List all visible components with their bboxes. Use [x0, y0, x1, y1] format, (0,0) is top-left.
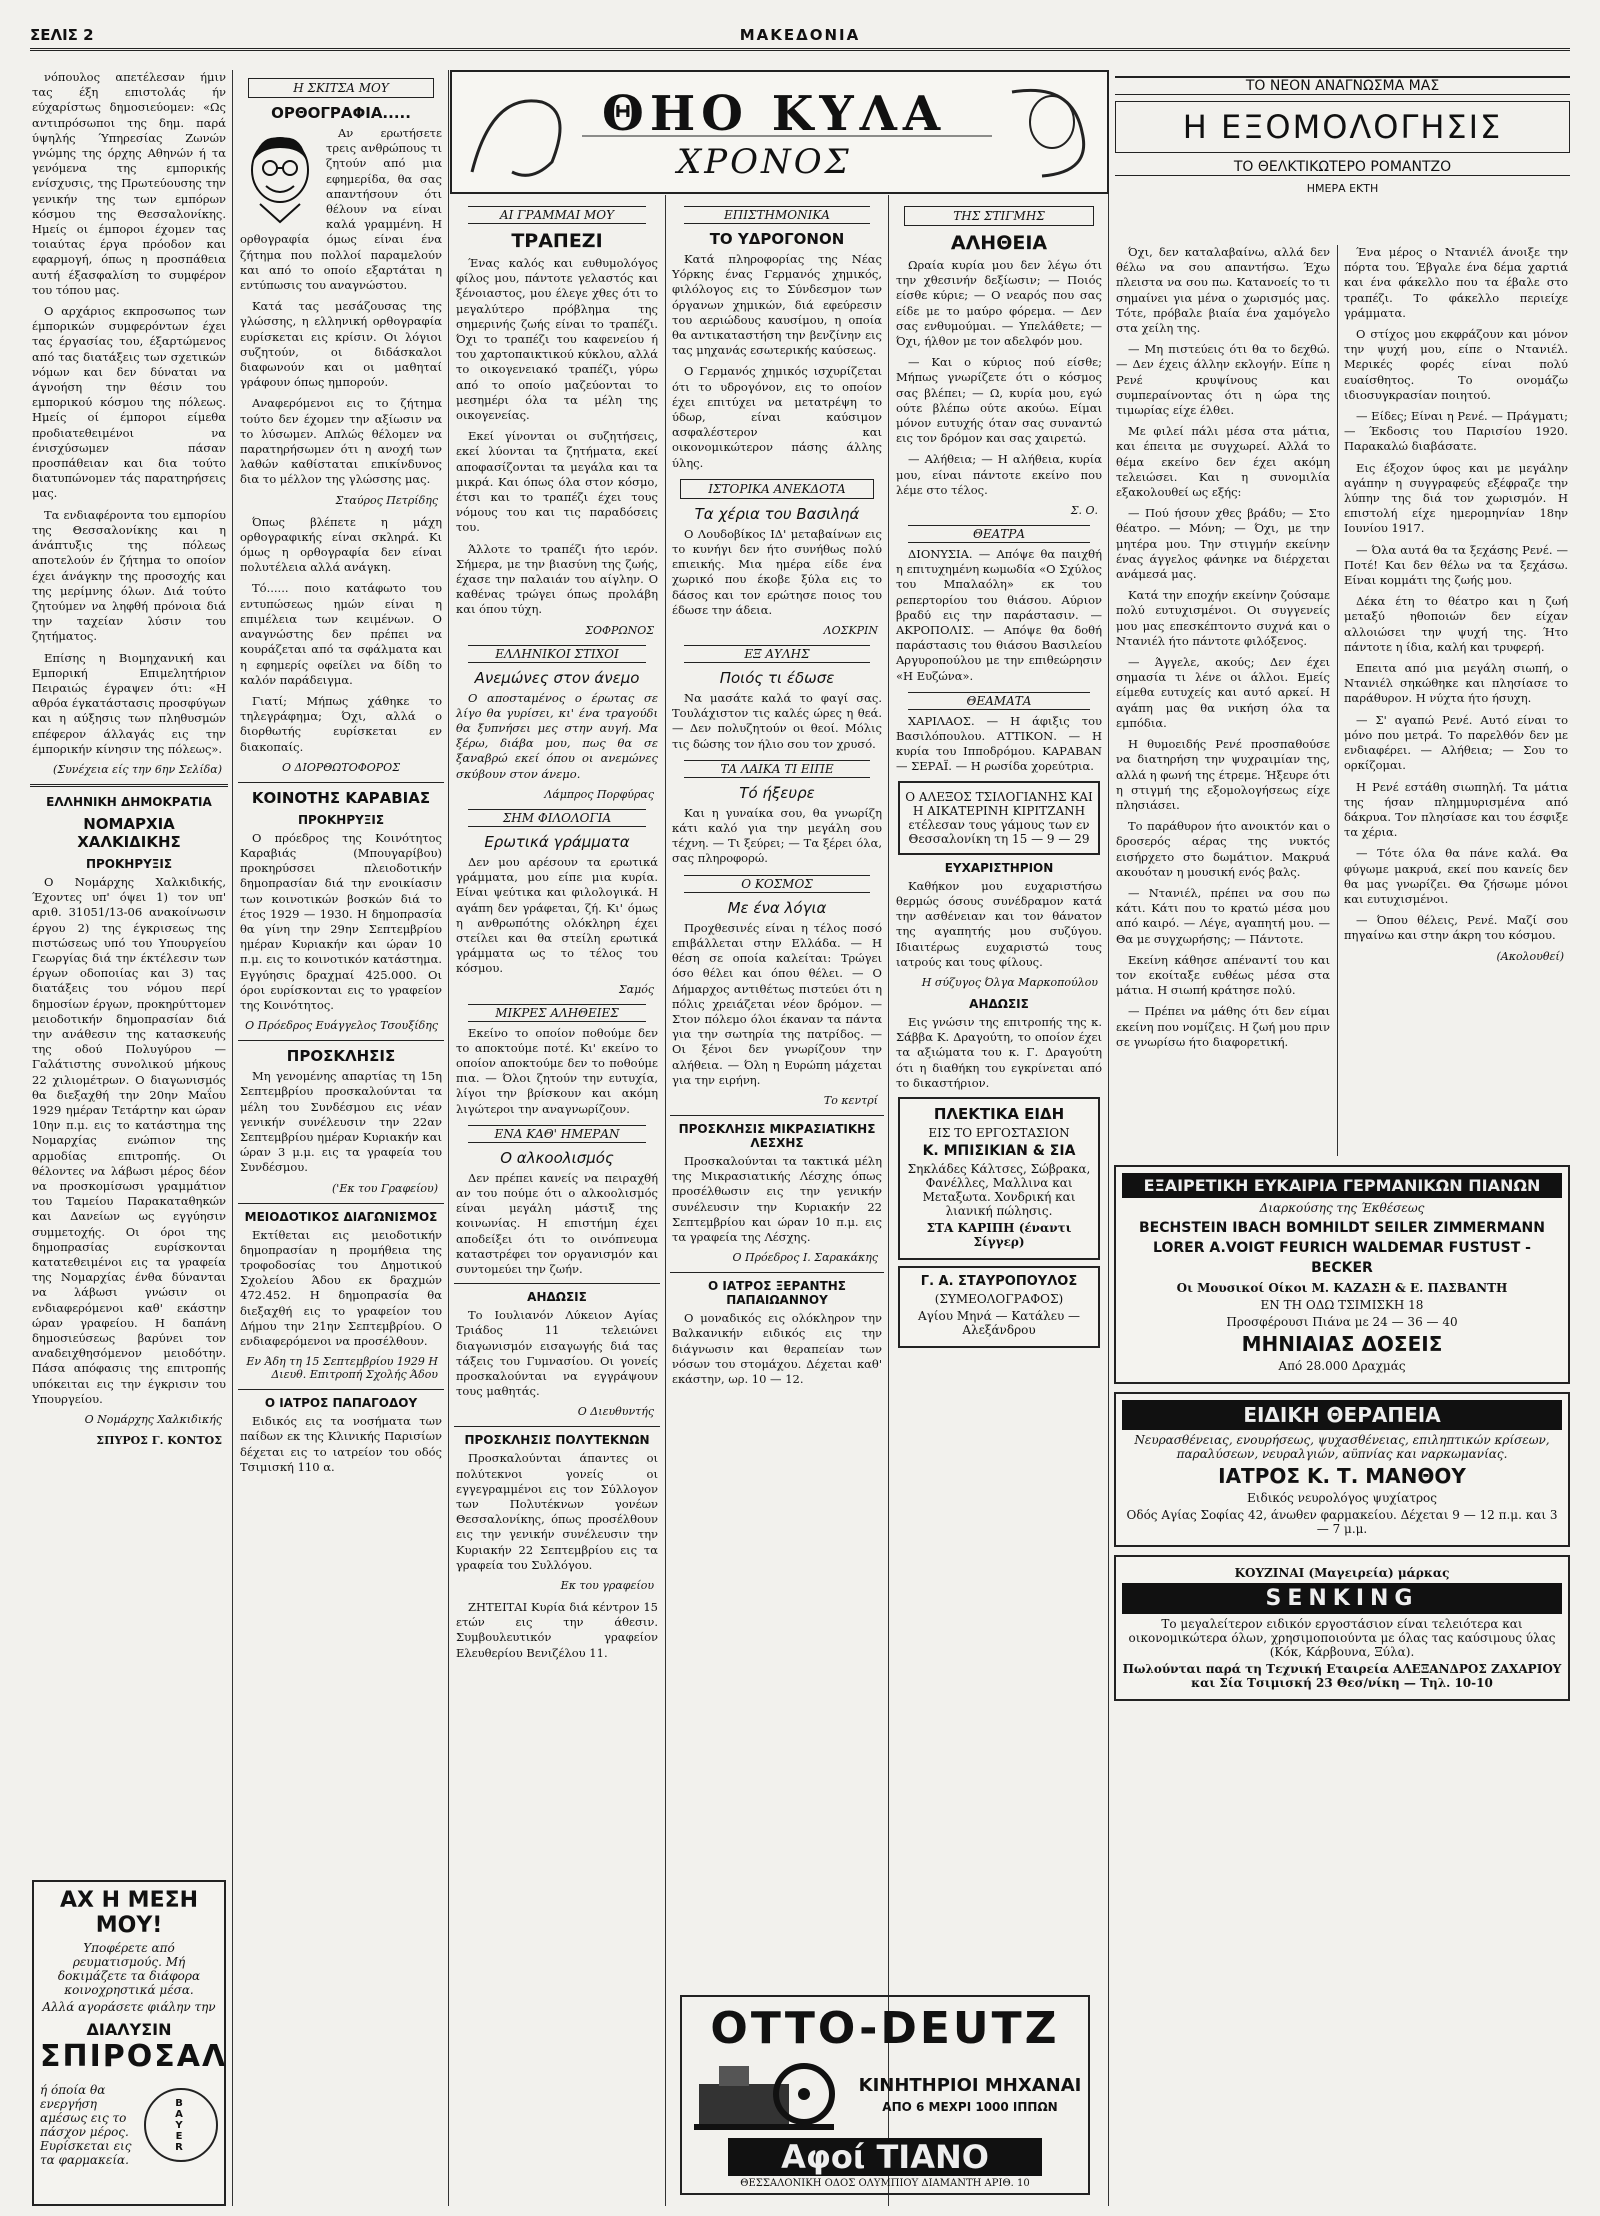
- notice-title: ΚΟΙΝΟΤΗΣ ΚΑΡΑΒΙΑΣ: [251, 788, 431, 807]
- notice-body: Ο μοναδικός εις ολόκληρον την Βαλκανικήν ειδικός εις την διάγνωσιν και θεραπείαν των νόσων του στομάχου. Δέχεται καθ' εκάστην, ωρ. 10 — 12.: [672, 1311, 882, 1386]
- notice-title: ΑΗΔΩΣΙΣ: [527, 1290, 587, 1305]
- ad-address: ΘΕΣΣΑΛΟΝΙΚΗ ΟΔΟΣ ΟΛΥΜΠΙΟΥ ΔΙΑΜΑΝΤΗ ΑΡΙΘ. 10: [740, 2178, 1030, 2189]
- ad-brand: OTTO-DEUTZ: [710, 2003, 1060, 2054]
- article-text: Ωραία κυρία μου δεν λέγω ότι την χθεσινήν δεξίωσιν; — Ποιός είσθε κύριε; — Ο νεαρός που σας είδε με το μαύρο φόρεμα. — Δεν σας ενθυμούμαι. — Υπελάθετε; — Όχι, ήλθον με τον αδελφόν μου.: [896, 258, 1102, 349]
- column-divider: [1108, 70, 1109, 2206]
- divider: [454, 1426, 660, 1427]
- poem-title: Ανεμώνες στον άνεμο: [474, 668, 640, 687]
- ad-brand: ΣΠΙΡΟΣΑΛ: [40, 2039, 228, 2074]
- article-text: Αναφερόμενοι εις το ζήτημα τούτο δεν έχομεν την αξίωσιν να το λύσωμεν. Απλώς θέλομεν να παρατηρήσωμεν ότι η ανοχή των λαθών καθίσταται επικίνδυνος δια το μέλλον της γλώσσης μας.: [240, 396, 442, 487]
- notice-body: Ο Νομάρχης Χαλκιδικής, Έχοντες υπ' όψει 1) τον υπ' αριθ. 31051/13-06 ανακοίνωσιν έργου 2) της έγκρισεως της πιστώσεως υπό του Υπουργείου Γεωργίας διά την έκτέλεσιν των έργων οδοποιίας και 3) τας διατάξεις του νόμου περί δημοσίων έργων, προκηρύττομεν μειοδοτικήν δημοπρασίαν διά την ανάθεσιν της κατασκευής της οδού Πολυγύρου — Γαλάτιστης συνολικού μήκους 22 χιλιομέτρων. Ο διαγωνισμός θα διεξαχθή την 20ην Μαΐου 1929 ημέραν Τετάρτην και ώραν 10ην π.μ. εις το κατάστημα της Νομαρχίας ενώπιον της αρμοδίας επιτροπής. Οι θέλοντες να λάβωσι μέρος δέον να προσκομίσωσι γραμμάτιον του Ταμείου Παρακαταθηκών και Δανείων ως εγγύησιν συμμετοχής. Οι όροι της δημοπρασίας ευρίσκονται κατατεθειμένοι εις τα γραφεία της Νομαρχίας ένθα δύνανται να λάβωσι γνώσιν οι ενδιαφερόμενοι καθ' εκάστην ώραν γραφείου. Η δαπάνη δημοσιεύσεως βαρύνει τον αναδειχθησόμενον μειοδότην. Πάσα απόφασις της επιτροπής υπόκειται εις την έγκρισιν του Υπουργείου.: [32, 874, 226, 1406]
- ad-dealer: Οι Μουσικοί Οίκοι Μ. ΚΑΖΑΣΗ & Ε. ΠΑΣΒΑΝΤΗ: [1176, 1281, 1508, 1295]
- article-title: Τό ήξευρε: [739, 783, 815, 802]
- author-signature: Σαμός: [618, 982, 654, 996]
- serial-text: — Σ' αγαπώ Ρενέ. Αυτό είναι το μόνο που μετρά. Το παρελθόν δεν με ενδιαφέρει. — Αλήθεια; — Σου το ορκίζομαι.: [1344, 712, 1568, 773]
- article-text: Όπως βλέπετε η μάχη ορθογραφικής είναι σκληρά. Κι όμως η ορθογραφία δεν είναι πολυτέλεια αλλά ανάγκη.: [240, 514, 442, 575]
- classified-ad: ΖΗΤΕΙΤΑΙ Κυρία διά κέντρον 15 ετών εις την άθεσιν. Συμβουλευτικόν γραφείον Ελευθερίου Βενιζέλου 11.: [456, 1600, 658, 1660]
- seal-maker-ad: [898, 1266, 1100, 1348]
- article-title: ΤΟ ΥΔΡΟΓΟΝΟΝ: [709, 230, 845, 248]
- notice-body: Μη γενομένης απαρτίας τη 15η Σεπτεμβρίου προσκαλούνται τα μέλη του Συνδέσμου εις νέαν γενικήν συνέλευσιν την 22αν Σεπτεμβρίου ημέραν Κυριακήν και ώραν 3 μ.μ. εις τα γραφεία του Συνδέσμου.: [240, 1069, 442, 1175]
- article-text: Αν ερωτήσετε τρεις ανθρώπους τι ζητούν από μια εφημερίδα, θα σας απαντήσουν ότι θέλουν να είναι καλά γραμμένη. Η ορθογραφία όμως είναι ένα ζήτημα που πολλοί παραμελούν και από το οποίο εξαρτάται η εντύπωσις του αναγνώστου.: [240, 126, 442, 293]
- notice-signature: Ο Διευθυντής: [577, 1405, 654, 1419]
- ad-text: Σηκλάδες Κάλτσες, Σώβρακα, Φανέλλες, Μαλλινα και Μεταξωτα. Χονδρική και λιανική πώλησις.: [907, 1161, 1091, 1218]
- notice-body: Εκτίθεται εις μειοδοτικήν δημοπρασίαν η προμήθεια της τροφοδοσίας του Δημοτικού Σχολείου Άδου εκ δραχμών 472.452. Η δημοπρασία θα διεξαχθή εις το γραφείον του Δήμου την 21ην Σεπτεμβρίου. Ο ενδιαφερόμενοι να προσέλθουν.: [240, 1227, 442, 1348]
- article-text: Άλλοτε το τραπέζι ήτο ιερόν. Σήμερα, με την βιασύνη της ζωής, έχασε την παλαιάν του αίγλην. Ο καθένας τρώγει όπως προλάβη και όπου τύχη.: [456, 541, 658, 617]
- page-header: [30, 22, 1570, 51]
- column-6: [1114, 245, 1332, 1156]
- article-title: Τα χέρια του Βασιληά: [694, 504, 860, 523]
- section-flag: ΘΕΑΤΡΑ: [908, 525, 1090, 543]
- divider: [238, 1203, 444, 1204]
- svg-text:Y: Y: [175, 2120, 183, 2131]
- notice-title: Ο ΙΑΤΡΟΣ ΠΑΠΑΓΟΔΟΥ: [264, 1396, 418, 1411]
- svg-text:A: A: [175, 2109, 183, 2120]
- divider: [238, 1389, 444, 1390]
- notice-signature: Η σύζυγος Όλγα Μαρκοπούλου: [921, 975, 1098, 989]
- serial-text: Εις έξοχον ύφος και με μεγάλην αγάπην η συγγραφεύς εξέφραζε την λύπην της διά τον χωρισμόν. Η επιστολή είχε ημερομηνίαν 18ην Ιουνίου 1917.: [1344, 460, 1568, 536]
- notice-title: ΠΡΟΣΚΛΗΣΙΣ: [286, 1047, 396, 1066]
- article-title: ΤΡΑΠΕΖΙ: [511, 230, 603, 252]
- article-text: Εκεί γίνονται οι συζητήσεις, εκεί λύονται τα ζητήματα, εκεί αποφασίζονται τα μεγάλα και τα μικρά. Και όπως όλα στον κόσμο, έτσι και το τραπέζι έχει τους νόμους του και τις παραδόσεις του.: [456, 429, 658, 535]
- article-text: Προχθεσινές είναι η τέλος ποσό επιβάλλεται στην Ελλάδα. — Η θέση σε οποία καλείται: Τρώγει όσο θέλει και όπου θέλει. — Ο Δήμαρχος αντιθέτως πιστεύει ότι η πόλις χρειάζεται νέον δρόμον. — Στον πόλεμο όλοι έκαναν τα πάντα για την σωτηρία της πατρίδος. — Οι ξένοι δεν γνωρίζουν την αλήθεια. — Όλη η Ευρώπη μάχεται για την ειρήνη.: [672, 920, 882, 1087]
- notice-body: Προσκαλούνται άπαντες οι πολύτεκνοι γονείς οι εγγεγραμμένοι εις τον Σύλλογον των Πολυτέκνων γονέων Θεσσαλονίκης, όπως προσέλθουν εις την γενικήν συνέλευσιν την Κυριακήν 22 Σεπτεμβρίου εις τα γραφεία του Συλλόγου.: [456, 1451, 658, 1572]
- ad-range: ΑΠΟ 6 ΜΕΧΡΙ 1000 ΙΠΠΩΝ: [882, 2099, 1058, 2114]
- serial-text: Δέκα έτη το θέατρο και η ζωή μεταξύ ηθοποιών δεν είχαν αλλοιώσει την ψυχή της. Ήτο πάντοτε η ίδια, καλή και τρυφερή.: [1344, 594, 1568, 654]
- column-7: [1342, 245, 1570, 1156]
- cinema-listings: ΧΑΡΙΛΑΟΣ. — Η άφιξις του Βασιλόπουλου. ΑΤΤΙΚΟΝ. — Η κυρία του Ιπποδρόμου. ΚΑΡΑΒΑΝ — ΣΕΡΑΪ. — Η ρωσίδα χορεύτρια.: [896, 713, 1102, 774]
- section-box-heading: ΙΣΤΟΡΙΚΑ ΑΝΕΚΔΟΤΑ: [680, 479, 874, 499]
- author-signature: Λάμπρος Πορφύρας: [544, 787, 654, 801]
- notice-signature: Ο Πρόεδρος Ευάγγελος Τσουξίδης: [245, 1019, 438, 1033]
- column-5: [894, 198, 1104, 1976]
- section-flag: ΘΕΑΜΑΤΑ: [908, 692, 1090, 710]
- serial-text: Όχι, δεν καταλαβαίνω, αλλά δεν θέλω να σου απαντήσω. Έχω πλειστα να σου πω. Κατανοείς το τι σημαίνει για μένα ο χωρισμός μας. Τότε, πρόβαλε βιαία ένα χαμόγελο στα χείλη της.: [1116, 245, 1330, 336]
- serial-text: Ο στίχος μου εκφράζουν και μόνον την ψυχή μου, είπε ο Ντανιέλ. Μερικές φορές είναι πολύ ευαίσθητος. Το ονομάζω ιδιοσυγκρασίαν ποιητού.: [1344, 327, 1568, 402]
- ad-agent: Πωλούνται παρά τη Τεχνική Εταιρεία ΑΛΕΞΑΝΔΡΟΣ ΖΑΧΑΡΙΟΥ και Σία Τσιμισκή 23 Θεσ/νίκη — Τηλ. 10-10: [1122, 1662, 1562, 1690]
- notice-body: Ο πρόεδρος της Κοινότητος Καραβιάς (Μπουγαρίβου) προκηρύσσει πλειοδοτικήν δημοπρασίαν διά την ενοικίασιν των κοινοτικών βοσκών διά το έτος 1929 — 1930. Η δημοπρασία θα γίνη την 29ην Σεπτεμβρίου ημέραν Κυριακήν και ώραν 10 π.μ. εις το κοινοτικόν κατάστημα. Εγγύησις δραχμαί 425.000. Οι όροι ευρίσκονται εις το γραφείον της Κοινότητος.: [240, 830, 442, 1012]
- caricature-illustration: [240, 130, 320, 226]
- notice-title: Ο ΙΑΤΡΟΣ ΞΕΡΑΝΤΗΣ ΠΑΠΑΙΩΑΝΝΟΥ: [707, 1279, 847, 1308]
- serial-text: — Άγγελε, ακούς; Δεν έχει σημασία τι λένε οι άλλοι. Εμείς είμεθα ευτυχείς και αυτό αρκεί. Η αγάπη μας θα νικήση όλα τα εμπόδια.: [1116, 655, 1330, 730]
- masthead: ΜΑΚΕΔΟΝΙΑ: [739, 26, 861, 44]
- notice-title: ΠΡΟΣΚΛΗΣΙΣ ΠΟΛΥΤΕΚΝΩΝ: [464, 1433, 650, 1448]
- article-text: Γιατί; Μήπως χάθηκε το τηλεγράφημα; Όχι, αλλά ο διορθωτής ευρίσκεται εν διακοπαίς.: [240, 693, 442, 754]
- divider: [238, 1040, 444, 1041]
- divider: [30, 784, 228, 787]
- continuation-note: (Συνέχεια είς την 6ην Σελίδα): [53, 762, 222, 776]
- serial-text: — Πρέπει να μάθης ότι δεν είμαι εκείνη που νομίζεις. Η ζωή μου πριν σε γνωρίσω ήτο διαφορετική.: [1116, 1004, 1330, 1049]
- knitwear-ad: [898, 1097, 1100, 1260]
- serial-text: — Μη πιστεύεις ότι θα το δεχθώ. — Δεν έχεις άλλην εκλογήν. Είπε η Ρενέ κρυψίνους και συμπεραίνοντας ότι η ώρα της τιμωρίας είχε έλθει.: [1116, 342, 1330, 418]
- serial-header: [1115, 70, 1570, 201]
- serial-text: Ένα μέρος ο Ντανιέλ άνοιξε την πόρτα του. Έβγαλε ένα δέμα χαρτιά και ένα φάκελλο που τα έβαλε στο τραπέζι. Το φάκελλο περιείχε γράμματα.: [1344, 245, 1568, 320]
- svg-text:E: E: [175, 2131, 183, 2142]
- notice-signature: Ο Νομάρχης Χαλκιδικής: [84, 1413, 222, 1427]
- ad-product: ΚΙΝΗΤΗΡΙΟΙ ΜΗΧΑΝΑΙ: [858, 2074, 1082, 2096]
- serial-text: Το παράθυρον ήτο ανοικτόν και ο δροσερός αέρας της νυκτός εισήρχετο στο δωμάτιον. Μακρυά ακουόταν η μουσική ενός βαλς.: [1116, 819, 1330, 879]
- column-divider: [888, 195, 889, 2206]
- bayer-cross-logo: [144, 2088, 218, 2162]
- poem-text: Ο αποσταμένος ο έρωτας σε λίγο θα γυρίσει, κι' ένα τραγούδι θα ξυπνήσει μες στην αυγή. Μα ξέρω, διάβα μου, πως θα σε ξαναβρώ εκεί όπου οι ανεμώνες σκύβουν στον άνεμο.: [456, 690, 658, 781]
- notice-signature: ('Εκ του Γραφείου): [332, 1181, 438, 1195]
- column-divider: [665, 195, 666, 2206]
- engine-illustration: [689, 2054, 839, 2134]
- column-divider: [448, 70, 449, 2206]
- author-signature: ΣΟΦΡΩΝΟΣ: [585, 623, 654, 637]
- notice-title: ΠΡΟΣΚΛΗΣΙΣ ΜΙΚΡΑΣΙΑΤΙΚΗΣ ΛΕΣΧΗΣ: [678, 1121, 876, 1150]
- ad-address: ΕΝ ΤΗ ΟΔΩ ΤΣΙΜΙΣΚΗ 18: [1260, 1298, 1424, 1312]
- otto-deutz-ad: [680, 1995, 1090, 2195]
- continuation-note: (Ακολουθεί): [1496, 949, 1564, 963]
- ad-text: Ειδικός νευρολόγος ψυχίατρος: [1247, 1491, 1437, 1505]
- column-2: [238, 70, 444, 2206]
- article-text: Εκείνο το οποίον ποθούμε δεν το αποκτούμε ποτέ. Κι' εκείνο το οποίον αποκτούμε δεν το ποθούμε πια. — Όλοι ζητούν την ευτυχία, λίγοι την βρίσκουν και ακόμη λιγώτεροι την αναγνωρίζουν.: [456, 1025, 658, 1116]
- divider: [670, 1115, 884, 1116]
- svg-text:B: B: [175, 2098, 183, 2109]
- notice-signature: Εν Άδη τη 15 Σεπτεμβρίου 1929 Η Διευθ. Επιτροπή Σχολής Άδου: [246, 1355, 438, 1382]
- section-flag: Ο ΚΟΣΜΟΣ: [684, 875, 870, 893]
- section-flag: ΤΑ ΛΑΙΚΑ ΤΙ ΕΙΠΕ: [684, 760, 870, 778]
- ad-text: Αγίου Μηνά — Κατάλευ — Αλεξάνδρου: [917, 1308, 1081, 1337]
- article-text: Και η γυναίκα σου, θα γνωρίζη κάτι καλό για την μεγάλη σου τέχνη. — Τι ξεύρει; — Τα ξέρει όλα, σας πληροφορώ.: [672, 805, 882, 866]
- article-title: Με ένα λόγια: [727, 898, 827, 917]
- senking-kitchen-ad: [1114, 1555, 1570, 1701]
- author-signature: Ο ΔΙΟΡΘΩΤΟΦΟΡΟΣ: [282, 760, 400, 774]
- serial-title: Η ΕΞΟΜΟΛΟΓΗΣΙΣ: [1115, 101, 1570, 153]
- serial-text: — Όπου θέλεις, Ρενέ. Μαζί σου πηγαίνω και στην άκρη του κόσμου.: [1344, 913, 1568, 943]
- serial-text: — Πού ήσουν χθες βράδυ; — Στο θέατρο. — Μόνη; — Όχι, με την μητέρα μου. Την στιγμήν εκείνην ένας άγγελος φάνηκε να διέρχεται ανάμεσά μας.: [1116, 506, 1330, 582]
- page-number: ΣΕΛΙΣ 2: [30, 26, 94, 44]
- notice-title: ΜΕΙΟΔΟΤΙΚΟΣ ΔΙΑΓΩΝΙΣΜΟΣ: [244, 1209, 438, 1224]
- ad-text: Προσφέρουσι Πιάνα με 24 — 36 — 40: [1226, 1315, 1458, 1329]
- notice-signature: Ο Πρόεδρος Ι. Σαρακάκης: [732, 1251, 878, 1265]
- ad-text: Νευρασθένειας, ενουρήσεως, ψυχασθένειας, επιληπτικών κρίσεων, παραλύσεων, νευραλγιών, αϋπνίας και ναρκωμανίας.: [1134, 1433, 1550, 1461]
- article-text: — Αλήθεια; — Η αλήθεια, κυρία μου, είναι πάντοτε εκείνο που λέμε στο τέλος.: [896, 452, 1102, 497]
- serial-text: Επειτα από μια μεγάλη σιωπή, ο Ντανιέλ σηκώθηκε και πλησίασε το παράθυρον. Η νύχτα ήτο ήσυχη.: [1344, 661, 1568, 706]
- article-text: Δεν μου αρέσουν τα ερωτικά γράμματα, μου είπε μια κυρία. Είναι ψεύτικα και φιλολογικά. Η αγάπη δεν γράφεται, ζή. Κι' όμως η ανθρωπότης ολόκληρη έχει στείλει και θα στείλη ερωτικά γράμματα ως το τέλος του κόσμου.: [456, 854, 658, 976]
- ad-text: Διαρκούσης της Έκθέσεως: [1259, 1201, 1425, 1215]
- ad-doctor: ΙΑΤΡΟΣ Κ. Τ. ΜΑΝΘΟΥ: [1218, 1464, 1466, 1488]
- serial-text: — Είδες; Είναι η Ρενέ. — Πράγματι; — Έκδοσις του Παρισίου 1920. Παρακαλώ διαβάσατε.: [1344, 409, 1568, 454]
- article-text: Να μασάτε καλά το φαγί σας. Τουλάχιστον τις καλές ώρες η θεά. — Δεν πολυζητούν οι θεοί. Μόλις τις δώσης τον ήλιο σου τον χρυσό.: [672, 691, 882, 751]
- column-divider: [232, 70, 233, 2206]
- column-1: [30, 70, 228, 2206]
- article-text: Κατά πληροφορίας της Νέας Υόρκης ένας Γερμανός χημικός, φιλόλογος εις το Σύνδεσμον των όργανων χημικών, διά εφεύρεσιν του αεριώδους καυσίμου, η οποία θα αντικαταστήση την βενζίνην εις τας μηχανάς εσωτερικής καύσεως.: [672, 252, 882, 358]
- banner-title: ΘΗΟ ΚΥΛΑ: [602, 86, 947, 142]
- ad-brand: SENKING: [1122, 1583, 1562, 1614]
- divider: [670, 1272, 884, 1273]
- section-flag: ΑΙ ΓΡΑΜΜΑΙ ΜΟΥ: [468, 206, 646, 224]
- serial-text: Κατά την εποχήν εκείνην ζούσαμε πολύ ευτυχισμένοι. Οι συγγενείς μου μας επεσκέπτοντο συχνά και ο Ντανιέλ ήτο πάντοτε φιλόξενος.: [1116, 588, 1330, 648]
- wedding-announcement: [898, 781, 1100, 855]
- banner-subtitle: ΧΡΟΝΟΣ: [677, 142, 852, 182]
- article-text: Ο Γερμανός χημικός ισχυρίζεται ότι το υδρογόνον, εις το οποίον έχει επιτύχει να μετατρέψη το ύδωρ, είναι καύσιμον ασφαλέστερον και οικονομικώτερον πάσης άλλης ύλης.: [672, 364, 882, 470]
- author-signature: Το κεντρί: [823, 1093, 878, 1107]
- column-divider: [1337, 245, 1338, 1156]
- article-text: Κατά τας μεσάζουσας της γλώσσης, η ελληνική ορθογραφία ευρίσκεται εις κρίσιν. Οι λόγιοι συζητούν, οι διδάσκαλοι διαφωνούν και οι μαθηταί γράφουν όπως ημπορούν.: [240, 299, 442, 390]
- ad-brand: Γ. Α. ΣΤΑΥΡΟΠΟΥΛΟΣ: [920, 1273, 1078, 1289]
- ad-text: ΔΙΑΛΥΣΙΝ: [86, 2020, 172, 2039]
- article-text: — Και ο κύριος πού είσθε; Μήπως γνωρίζετε ότι ο κόσμος σας βλέπει; — Ω, κυρία μου, εγώ ούτε βλέπω ούτε ακούω. Είμαι μόνον ευτυχής όταν σας συναντώ εις τον δρόμον και σας χαιρετώ.: [896, 355, 1102, 446]
- notice-title: ΕΥΧΑΡΙΣΤΗΡΙΟΝ: [944, 860, 1054, 875]
- section-flag: ΕΞ ΑΥΛΗΣ: [684, 645, 870, 663]
- section-box-heading: ΤΗΣ ΣΤΙΓΜΗΣ: [904, 206, 1094, 226]
- notice-signature: ΣΠΥΡΟΣ Γ. ΚΟΝΤΟΣ: [96, 1434, 222, 1448]
- notice-title: ΑΗΔΩΣΙΣ: [969, 996, 1029, 1011]
- section-flag: ΜΙΚΡΕΣ ΑΛΗΘΕΙΕΣ: [468, 1004, 646, 1022]
- section-flag: ΕΝΑ ΚΑΘ' ΗΜΕΡΑΝ: [468, 1125, 646, 1143]
- article-text: Επίσης η Βιομηχανική και Εμπορική Επιμελητήριον Πειραιώς έγραψεν ότι: «Η αθρόα έγκατάστασις προσφύγων και η αύξησις των πληθυσμών επέφερον άλλαγάς εις την έμπορικήν κίνησιν της πόλεως».: [32, 650, 226, 756]
- notice-body: Εις γνώσιν της επιτροπής της κ. Σάββα Κ. Δραγούτη, το οποίον έχει τα αξιώματα του κ. Γ. Δραγούτη ότι η διαθήκη του εγκρίνεται από το δικαστήριον.: [896, 1014, 1102, 1090]
- theatre-listings: ΔΙΟΝΥΣΙΑ. — Απόψε θα παιχθή η επιτυχημένη κωμωδία «Ο Σχύλος του Μπαλαόλη» εκ του ρεπερτορίου του θιάσου. Αύριον βραδύ εις την παράστασιν. — ΑΚΡΟΠΟΛΙΣ. — Απόψε θα δοθή παράστασις του θιάσου Βασιλείου Αργυροπούλου με την επιθεώρησιν «Η Ευζώνα».: [896, 547, 1102, 683]
- serial-text: Με φιλεί πάλι μέσα στα μάτια, και έπειτα με συγχωρεί. Αλλά το θέμα εκείνο δεν έχει ακόμη τελειώσει. Και η συνομιλία εξακολουθεί ως εξής:: [1116, 424, 1330, 500]
- author-signature: ΛΟΣΚΡΙΝ: [823, 624, 878, 638]
- notice-subheader: ΝΟΜΑΡΧΙΑ ΧΑΛΚΙΔΙΚΗΣ: [77, 814, 181, 851]
- notice-header: ΕΛΛΗΝΙΚΗ ΔΗΜΟΚΡΑΤΙΑ: [46, 794, 212, 809]
- serial-kicker: ΤΟ ΝΕΟΝ ΑΝΑΓΝΩΣΜΑ ΜΑΣ: [1115, 76, 1570, 95]
- column-4: [670, 198, 884, 2206]
- article-title: Ερωτικά γράμματα: [484, 832, 630, 851]
- ad-brand: Κ. ΜΠΙΣΙΚΙΑΝ & ΣΙΑ: [922, 1142, 1076, 1159]
- author-signature: Σ. Ο.: [1070, 504, 1098, 518]
- serial-text: Η Ρενέ εστάθη σιωπηλή. Τα μάτια της ήσαν πλημμυρισμένα από δάκρυα. Τον πλησίασε και του έσφιξε τα χέρια.: [1344, 779, 1568, 840]
- article-title: ΟΡΘΟΓΡΑΦΙΑ.....: [271, 104, 411, 122]
- article-text: Τα ενδιαφέροντα του εμπορίου της Θεσσαλονίκης και η άνάπτυξις της πόλεως αποτελούν έν ζήτημα το οποίον έχει άνάγκην της προσοχής και της μερίμνης όλων. Διά τούτο ζητούμεν να ληφθή πρόνοια διά την ταχείαν λύσιν του ζητήματος.: [32, 507, 226, 644]
- notice-signature: Εκ του γραφείου: [560, 1579, 654, 1592]
- notice-body: Το Ιουλιανόν Λύκειον Αγίας Τριάδος 11 τελειώνει διαγωνισμόν εισαγωγής διά τας τάξεις του Γυμνασίου. Οι γονείς προσκαλούνται να εγγράψουν τους μαθητάς.: [456, 1308, 658, 1399]
- column-3: [454, 198, 660, 2206]
- serial-subtitle: ΤΟ ΘΕΛΚΤΙΚΩΤΕΡΟ ΡΟΜΑΝΤΖΟ: [1115, 159, 1570, 176]
- serial-text: — Όλα αυτά θα τα ξεχάσης Ρενέ. — Ποτέ! Και δεν θέλω να τα ξεχάσω. Είναι κομμάτι της ζωής μου.: [1344, 542, 1568, 588]
- therapy-ad: [1114, 1392, 1570, 1547]
- author-signature: Σταύρος Πετρίδης: [335, 493, 438, 507]
- article-text: Ο Λουδοβίκος ΙΔ' μεταβαίνων εις το κυνήγι δεν ήτο συνήθως πολύ επιεικής. Μια ημέρα είδε ένα χωρικό που έκοβε ξύλα εις το δάσος και τον ερώτησε ποιος του έδωσε την άδεια.: [672, 526, 882, 617]
- article-text: Δεν πρέπει κανείς να πειραχθή αν του πούμε ότι ο αλκοολισμός είναι μεγάλη μάστιξ της κοινωνίας. Η επιστήμη έχει αποδείξει ότι το οινόπνευμα καταστρέφει τον οργανισμόν και συντομεύει την ζωήν.: [456, 1170, 658, 1276]
- ad-text: Υποφέρετε από ρευματισμούς. Μή δοκιμάζετε τα διάφορα κοινοχρηστικά μέσα.: [57, 1941, 201, 1997]
- ad-brands: BECHSTEIN IBACH BOMHILDT SEILER ZIMMERMANN LORER A.VOIGT FEURICH WALDEMAR FUSTUST - BECKER: [1139, 1220, 1545, 1276]
- ad-text: (ΣΥΜΕΟΛΟΓΡΑΦΟΣ): [934, 1291, 1064, 1306]
- ad-price: Από 28.000 Δραχμάς: [1278, 1359, 1406, 1373]
- piano-ad: [1114, 1165, 1570, 1384]
- divider: [238, 782, 444, 783]
- ad-text: ΣΤΑ ΚΑΡΙΠΗ (έναντι Σίγγερ): [926, 1220, 1072, 1249]
- column-box-heading: Η ΣΚΙΤΣΑ ΜΟΥ: [248, 78, 434, 98]
- ad-headline: ΕΙΔΙΚΗ ΘΕΡΑΠΕΙΑ: [1122, 1400, 1562, 1430]
- notice-body: Ειδικός εις τα νοσήματα των παίδων εκ της Κλινικής Παρισίων δέχεται εις το ιατρείον του οδός Τσιμισκή 110 α.: [240, 1414, 442, 1474]
- ad-text: ΚΟΥΖΙΝΑΙ (Μαγειρεία) μάρκας: [1234, 1566, 1450, 1580]
- article-text: νόπουλος απετέλεσαν ήμιν τας έξη επιστολάς ήν εύχαρίστως δημοσιεύομεν: «Ως αντιπρόσωποι της δημ. παρά ύψηλής Ύπηρεσίας Ζωνών γνώμης της όρχης Αθηνών ή τα γενόμενα της εμπορικής ενίσχυσις, της Πρωτεύουσης την γενικήν της των εμπόρων κόσμου της Θεσσαλονίκης. Ημείς οι έμποροι έχομεν τας τοιαύτας έργα πρόοδον και εφαρμογή, όπως η προσπάθεια αυτή έξασφαλίση το συμφέρον του τόπου μας.: [32, 70, 226, 297]
- wedding-text: Ο ΑΛΕΞΟΣ ΤΣΙΛΟΓΙΑΝΗΣ ΚΑΙ Η ΑΙΚΑΤΕΡΙΝΗ ΚΙΡΙΤΖΑΝΗ ετέλεσαν τους γάμους των εν Θεσσαλονίκη τη 15 — 9 — 29: [905, 789, 1093, 846]
- article-text: Ο αρχάριος εκπροσωπος των έμπορικών συμφερόντων έχει τας έργασίας του, έξαρτώμενος από τας διατάξεις των σχετικών νόμων και δεν δύναται να άγνοήση την θέσιν του εμπορικού κόσμου της πόλεως. Ημείς οί έμποροι είμεθα προδιατεθειμένοι να ένισχύσωμεν πάσαν προσπάθειαν και δια τούτο διατυπώνομεν τάς παρατηρήσεις μας.: [32, 304, 226, 501]
- serial-text: — Ντανιέλ, πρέπει να σου πω κάτι. Κάτι που το κρατώ μέσα μου από καιρό. — Λέγε, αγαπητή μου. — Θα με συγχωρήσης; — Πάντοτε.: [1116, 885, 1330, 946]
- ad-headline: ΕΞΑΙΡΕΤΙΚΗ ΕΥΚΑΙΡΙΑ ΓΕΡΜΑΝΙΚΩΝ ΠΙΑΝΩΝ: [1122, 1173, 1562, 1198]
- article-text: Ένας καλός και ευθυμολόγος φίλος μου, πάντοτε γελαστός και ξένοιαστος, μου έλεγε χθες ότι το μεγαλύτερο πρόβλημα της σημερινής ζωής είναι το τραπέζι. Όχι το τραπέζι του καφενείου ή του χαρτοπαικτικού κύκλου, αλλά το οικογενειακό τραπέζι, γύρω από το οποίο μαζεύονται το μεσημέρι όλα τα μέλη της οικογενείας.: [456, 256, 658, 423]
- ad-agent: Αφοί ΤΙΑΝΟ: [728, 2138, 1042, 2176]
- notice-body: Προσκαλούνται τα τακτικά μέλη της Μικρασιατικής Λέσχης όπως προσέλθωσιν εις την γενικήν συνέλευσιν την Κυριακήν 22 Σεπτεμβρίου και ώραν 10 π.μ. εις τα γραφεία της Λέσχης.: [672, 1153, 882, 1244]
- ad-text: ΕΙΣ ΤΟ ΕΡΓΟΣΤΑΣΙΟΝ: [928, 1125, 1070, 1140]
- divider: [454, 1283, 660, 1284]
- notice-title: ΠΡΟΚΗΡΥΞΙΣ: [85, 856, 173, 871]
- section-flag: ΣΗΜ ΦΙΛΟΛΟΓΙΑ: [468, 809, 646, 827]
- notice-body: Καθήκον μου ευχαριστήσω θερμώς όσους συνέδραμον κατά την ασθένειαν και τον θάνατον της αγαπητής μου συζύγου. Ιδιαιτέρως ευχαριστώ τους ιατρούς και τους φίλους.: [896, 878, 1102, 969]
- ad-text: ΜΗΝΙΑΙΑΣ ΔΟΣΕΙΣ: [1241, 1332, 1443, 1356]
- svg-text:R: R: [175, 2142, 183, 2153]
- right-ads-column: [1114, 1165, 1570, 2206]
- ad-headline: ΑΧ Η ΜΕΣΗ ΜΟΥ!: [59, 1888, 199, 1938]
- serial-day: ΗΜΕΡΑ ΕΚΤΗ: [1306, 182, 1379, 195]
- ad-headline: ΠΛΕΚΤΙΚΑ ΕΙΔΗ: [933, 1104, 1065, 1123]
- ad-text: Αλλά αγοράσετε φιάλην την: [42, 2000, 216, 2014]
- article-title: Ο αλκοολισμός: [500, 1148, 614, 1167]
- serial-text: Εκείνη κάθησε απέναντί του και τον εκοίταξε ευθέως μέσα στα μάτια. Η σιωπή κράτησε πολύ.: [1116, 952, 1330, 998]
- article-text: Τό...... ποιο κατάφωτο του εντυπώσεως ημών είναι η επιμέλεια των κειμένων. Ο αναγνώστης δεν πρέπει να κουράζεται από τα σφάλματα και η εφημερίς οφείλει να δίδη το καλόν παράδειγμα.: [240, 581, 442, 687]
- serial-text: Η θυμοειδής Ρενέ προσπαθούσε να διατηρήση την ψυχραιμίαν της, αλλά η φωνή της έτρεμε. Ήξευρε ότι η στιγμή της εξομολογήσεως είχε πλησιάσει.: [1116, 737, 1330, 812]
- serial-text: — Τότε όλα θα πάνε καλά. Θα φύγωμε μακρυά, εκεί που κανείς δεν θα μας γνωρίζει. Θα ζήσωμε μόνοι και ευτυχισμένοι.: [1344, 846, 1568, 906]
- theoxylia-banner: [450, 70, 1109, 194]
- ad-text: Το μεγαλείτερον ειδικόν εργοστάσιον είναι τελειότερα και οικονομικώτερα όλων, χρησιμοποιούντα με όλας τας καύσιμους ύλας (Κόκ, Κάρβουνα, Ξύλα).: [1128, 1617, 1556, 1659]
- spirosal-ad: [32, 1880, 226, 2206]
- section-flag: ΕΠΙΣΤΗΜΟΝΙΚΑ: [684, 206, 870, 224]
- article-title: Ποιός τι έδωσε: [719, 669, 835, 688]
- ad-text: ή όποία θα ενεργήση αμέσως εις το πάσχον μέρος. Ευρίσκεται εις τα φαρμακεία.: [40, 2083, 132, 2167]
- article-title: ΑΛΗΘΕΙΑ: [950, 232, 1048, 254]
- section-flag: ΕΛΛΗΝΙΚΟΙ ΣΤΙΧΟΙ: [468, 645, 646, 663]
- ad-address: Οδός Αγίας Σοφίας 42, άνωθεν φαρμακείου. Δέχεται 9 — 12 π.μ. και 3 — 7 μ.μ.: [1126, 1508, 1558, 1536]
- notice-subtitle: ΠΡΟΚΗΡΥΞΙΣ: [297, 812, 385, 827]
